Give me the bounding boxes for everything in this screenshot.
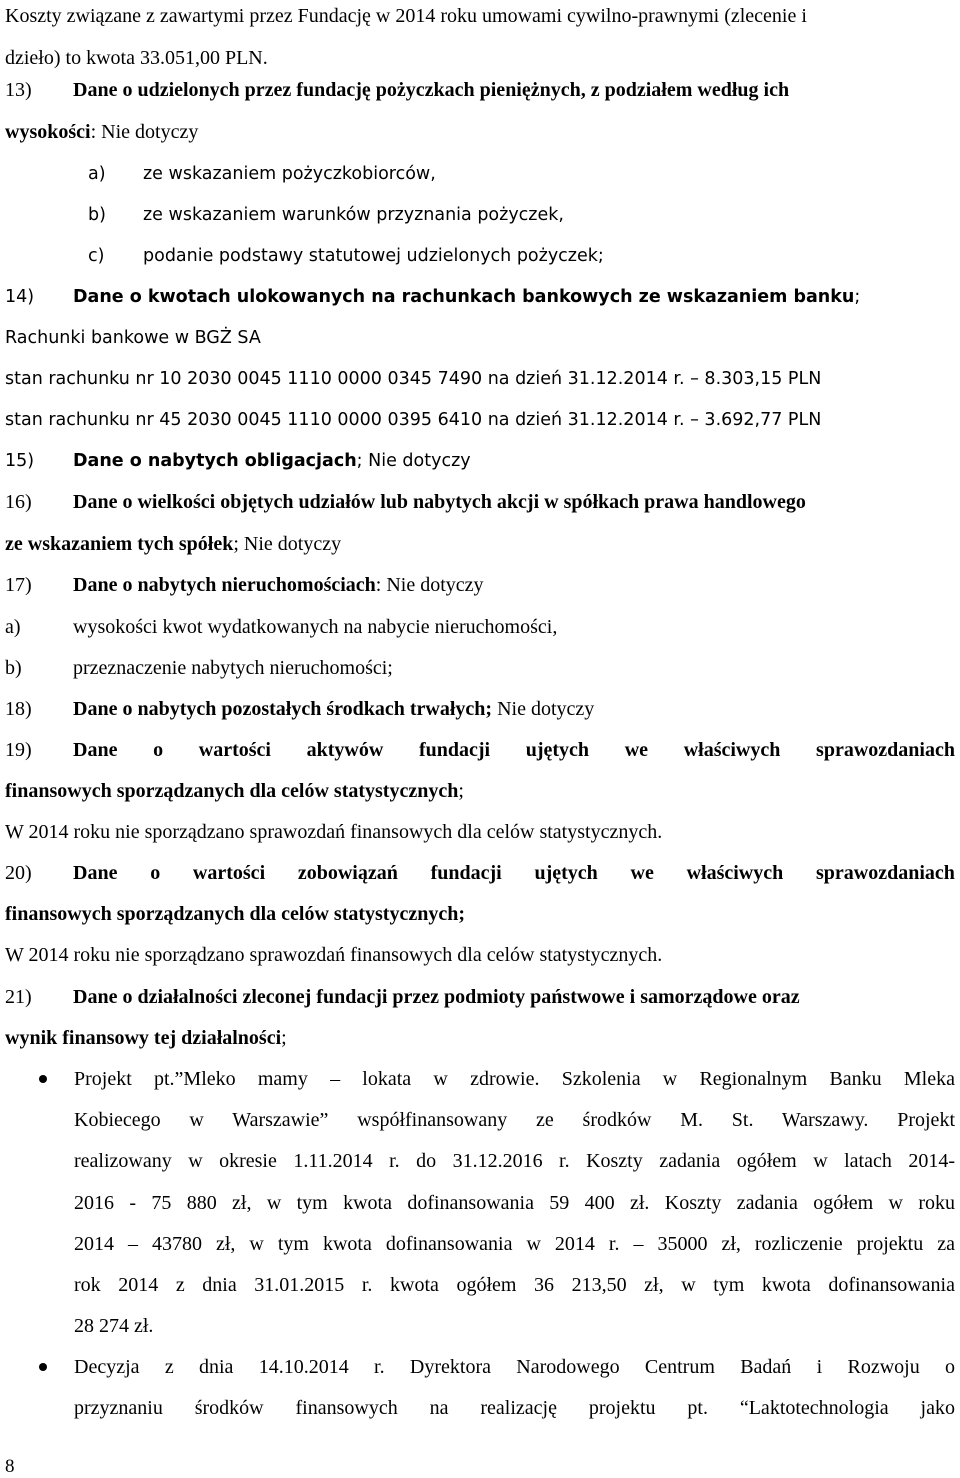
heading-word: o [153, 739, 164, 761]
paragraph-line: 28 274 zł. [74, 1315, 154, 1338]
section-18-heading: 18) Dane o nabytych pozostałych środkach trwałych; Nie dotyczy [5, 698, 595, 720]
heading-word: sprawozdaniach [815, 862, 955, 884]
heading-word: o [150, 862, 161, 884]
paragraph-line: Kobiecego w Warszawie” współfinansowany ze środków M. St. Warszawy. Projekt [74, 1109, 955, 1132]
heading-word: ujętych [525, 739, 590, 761]
section-19-title [73, 738, 955, 762]
section-13-heading: 13) Dane o udzielonych przez fundację pożyczkach pieniężnych, z podziałem według ich [5, 79, 790, 101]
section-17-heading: 17) Dane o nabytych nieruchomościach: Nie dotyczy [5, 574, 484, 596]
section-21-heading: 21) Dane o działalności zleconej fundacji przez podmioty państwowe i samorządowe oraz [5, 986, 800, 1008]
paragraph-line: 2016 - 75 880 zł, w tym kwota dofinansowania 59 400 zł. Koszty zadania ogółem w roku [74, 1191, 955, 1214]
paragraph-line: Koszty związane z zawartymi przez Fundację w 2014 roku umowami cywilno-prawnymi (zlecenie i [5, 5, 807, 27]
list-item: b) przeznaczenie nabytych nieruchomości; [5, 657, 393, 679]
heading-word: aktywów [306, 739, 384, 761]
page-number: 8 [5, 1456, 15, 1477]
paragraph-line: 2014 – 43780 zł, w tym kwota dofinansowania w 2014 r. – 35000 zł, rozliczenie projektu za [74, 1232, 955, 1255]
list-item: a) ze wskazaniem pożyczkobiorców, [88, 164, 436, 184]
section-16-heading-cont: ze wskazaniem tych spółek; Nie dotyczy [5, 533, 342, 555]
account-balance: stan rachunku nr 10 2030 0045 1110 0000 0345 7490 na dzień 31.12.2014 r. – 8.303,15 PLN [5, 369, 822, 389]
paragraph-line: przyznaniu środków finansowych na realizację projektu pt. “Laktotechnologia jako [74, 1397, 955, 1420]
heading-word: wartości [192, 862, 266, 884]
list-item: b) ze wskazaniem warunków przyznania pożyczek, [88, 205, 564, 225]
heading-word: zobowiązań [297, 862, 398, 884]
section-19-heading: 19) Dane o wartości aktywów fundacji ujętych we właściwych sprawozdaniach [5, 739, 955, 761]
paragraph-line: rok 2014 z dnia 31.01.2015 r. kwota ogółem 36 213,50 zł, w tym kwota dofinansowania [74, 1274, 955, 1296]
paragraph-line: W 2014 roku nie sporządzano sprawozdań finansowych dla celów statystycznych. [5, 944, 663, 966]
section-16-heading: 16) Dane o wielkości objętych udziałów lub nabytych akcji w spółkach prawa handlowego [5, 491, 806, 513]
section-20-heading: 20) Dane o wartości zobowiązań fundacji ujętych we właściwych sprawozdaniach [5, 862, 955, 884]
heading-word: ujętych [534, 862, 598, 884]
section-20-title [73, 861, 955, 885]
section-15-heading: 15) Dane o nabytych obligacjach; Nie dotyczy [5, 451, 471, 471]
heading-word: Dane [73, 862, 118, 884]
paragraph-line: dzieło) to kwota 33.051,00 PLN. [5, 47, 268, 69]
bullet-icon [39, 1075, 47, 1083]
paragraph-line: Projekt pt.”Mleko mamy – lokata w zdrowie. Szkolenia w Regionalnym Banku Mleka [74, 1068, 955, 1090]
list-item: a) wysokości kwot wydatkowanych na nabycie nieruchomości, [5, 616, 558, 638]
section-13-heading-cont: wysokości: Nie dotyczy [5, 121, 199, 143]
bank-name: Rachunki bankowe w BGŻ SA [5, 328, 261, 348]
heading-word: wartości [198, 739, 271, 761]
paragraph-line: Decyzja z dnia 14.10.2014 r. Dyrektora Narodowego Centrum Badań i Rozwoju o [74, 1356, 955, 1378]
bullet-icon [39, 1363, 47, 1371]
heading-word: Dane [73, 739, 118, 761]
heading-word: właściwych [683, 739, 781, 761]
paragraph-line: realizowany w okresie 1.11.2014 r. do 31.12.2016 r. Koszty zadania ogółem w latach 2014- [74, 1150, 955, 1173]
section-19-heading-cont: finansowych sporządzanych dla celów statystycznych; [5, 780, 464, 802]
account-balance: stan rachunku nr 45 2030 0045 1110 0000 0395 6410 na dzień 31.12.2014 r. – 3.692,77 PLN [5, 410, 822, 430]
section-21-heading-cont: wynik finansowy tej działalności; [5, 1027, 287, 1049]
heading-word: sprawozdaniach [816, 739, 955, 761]
heading-word: we [624, 739, 649, 761]
paragraph-line: W 2014 roku nie sporządzano sprawozdań finansowych dla celów statystycznych. [5, 821, 663, 843]
heading-word: właściwych [686, 862, 784, 884]
heading-word: fundacji [430, 862, 502, 884]
section-20-heading-cont: finansowych sporządzanych dla celów statystycznych; [5, 903, 465, 925]
heading-word: fundacji [418, 739, 491, 761]
section-14-heading: 14) Dane o kwotach ulokowanych na rachunkach bankowych ze wskazaniem banku; [5, 287, 861, 307]
heading-word: we [630, 862, 654, 884]
list-item: c) podanie podstawy statutowej udzielonych pożyczek; [88, 246, 604, 266]
